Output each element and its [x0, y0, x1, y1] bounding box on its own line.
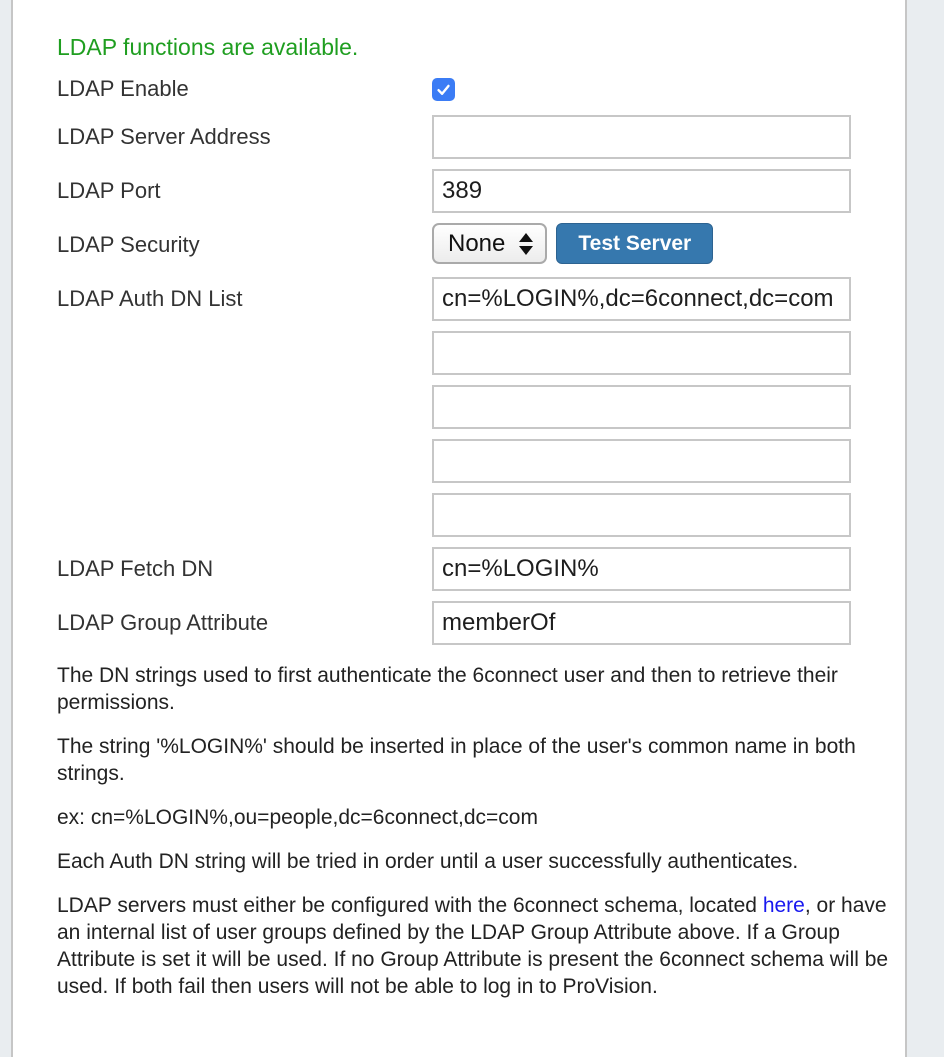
ldap-group-attribute-row	[57, 601, 880, 645]
note-dn-strings: The DN strings used to first authenticate the 6connect user and then to retrieve their permissions.	[57, 664, 838, 714]
note-example-dn: ex: cn=%LOGIN%,ou=people,dc=6connect,dc=com	[57, 806, 538, 829]
ldap-auth-dn-input-5[interactable]	[432, 493, 851, 537]
ldap-port-label: LDAP Port	[57, 178, 161, 203]
ldap-auth-dn-label: LDAP Auth DN List	[57, 286, 243, 311]
ldap-group-attribute-input[interactable]	[432, 601, 851, 645]
ldap-fetch-dn-label: LDAP Fetch DN	[57, 556, 214, 581]
schema-here-link[interactable]: here	[762, 894, 805, 917]
ldap-security-select[interactable]	[432, 223, 547, 264]
ldap-security-selected-value: None	[448, 229, 506, 257]
ldap-enable-checkbox[interactable]	[432, 78, 455, 101]
ldap-security-label: LDAP Security	[57, 232, 200, 257]
ldap-auth-dn-input-1[interactable]	[432, 277, 851, 321]
ldap-auth-dn-input-2[interactable]	[432, 331, 851, 375]
note-login-placeholder: The string '%LOGIN%' should be inserted in place of the user's common name in both strings.	[57, 735, 856, 785]
ldap-enable-row	[57, 76, 880, 102]
select-updown-arrows-icon	[519, 233, 533, 255]
note-auth-order: Each Auth DN string will be tried in order until a user successfully authenticates.	[57, 850, 799, 873]
ldap-enable-label: LDAP Enable	[57, 76, 189, 101]
test-server-button[interactable]: Test Server	[556, 223, 713, 264]
ldap-auth-dn-row	[57, 277, 880, 537]
ldap-settings-panel	[11, 0, 907, 1057]
ldap-port-row	[57, 169, 880, 213]
ldap-security-row	[57, 223, 880, 267]
ldap-fetch-dn-row	[57, 547, 880, 591]
note-schema-text-before: LDAP servers must either be configured with the 6connect schema, located	[57, 894, 763, 917]
checkmark-icon	[435, 81, 452, 98]
ldap-status-message: LDAP functions are available.	[57, 34, 359, 60]
ldap-port-input[interactable]	[432, 169, 851, 213]
ldap-fetch-dn-input[interactable]	[432, 547, 851, 591]
ldap-server-address-row	[57, 115, 880, 159]
note-schema	[57, 892, 889, 1000]
ldap-auth-dn-input-3[interactable]	[432, 385, 851, 429]
ldap-help-notes	[57, 662, 889, 1000]
ldap-auth-dn-input-4[interactable]	[432, 439, 851, 483]
ldap-group-attribute-label: LDAP Group Attribute	[57, 610, 269, 635]
ldap-server-address-input[interactable]	[432, 115, 851, 159]
ldap-server-address-label: LDAP Server Address	[57, 124, 271, 149]
note-schema-text-after: , or have an internal list of user groups defined by the LDAP Group Attribute above. If a Group Attribute is set it will be used. If no Group Attribute is present the 6connect schema will be used. If both fail then users will not be able to log in to ProVision.	[57, 894, 889, 998]
